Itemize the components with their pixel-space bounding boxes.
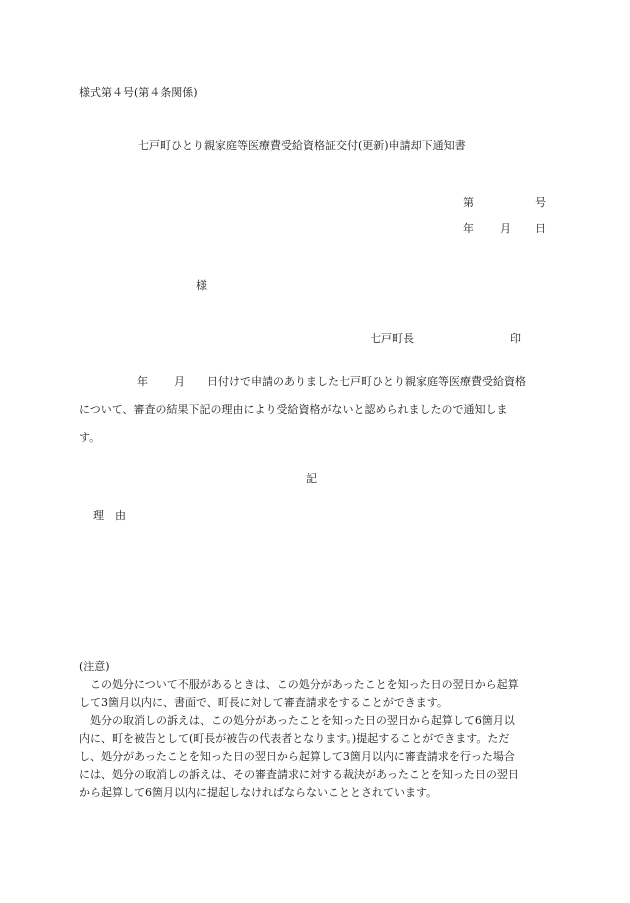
note-line: 処分の取消しの訴えは、この処分があったことを知った日の翌日から起算して6箇月以 bbox=[79, 714, 515, 727]
date-year-label: 年 bbox=[463, 222, 474, 235]
record-heading: 記 bbox=[306, 472, 317, 485]
date-month-label: 月 bbox=[500, 222, 511, 235]
reason-label: 理 由 bbox=[93, 509, 126, 522]
body-year-label: 年 bbox=[137, 375, 148, 388]
notes-title: (注意) bbox=[79, 660, 110, 673]
body-line-2: について、審査の結果下記の理由により受給資格がないと認められましたので通知しま bbox=[79, 403, 508, 416]
note-line: この処分について不服があるときは、この処分があったことを知った日の翌日から起算 bbox=[79, 678, 519, 691]
sender-name: 七戸町長 bbox=[370, 332, 414, 345]
reference-number-suffix: 号 bbox=[535, 196, 546, 209]
body-line-1-text: 日付けで申請のありました七戸町ひとり親家庭等医療費受給資格 bbox=[207, 375, 526, 388]
body-month-label: 月 bbox=[174, 375, 185, 388]
seal-mark: 印 bbox=[510, 332, 521, 345]
reference-number-label: 第 bbox=[463, 196, 474, 209]
note-line: して3箇月以内に、書面で、町長に対して審査請求をすることができます。 bbox=[79, 696, 448, 709]
note-line: から起算して6箇月以内に提起しなければならないこととされています。 bbox=[79, 786, 438, 799]
addressee-honorific: 様 bbox=[196, 279, 207, 292]
date-day-label: 日 bbox=[535, 222, 546, 235]
form-number: 様式第４号(第４条関係) bbox=[79, 86, 198, 99]
note-line: には、処分の取消しの訴えは、その審査請求に対する裁決があったことを知った日の翌日 bbox=[79, 768, 519, 781]
note-line: し、処分があったことを知った日の翌日から起算して3箇月以内に審査請求を行った場合 bbox=[79, 750, 515, 763]
body-line-3: す。 bbox=[79, 431, 101, 444]
document-title: 七戸町ひとり親家庭等医療費受給資格証交付(更新)申請却下通知書 bbox=[138, 139, 466, 152]
note-line: 内に、町を被告として(町長が被告の代表者となります。)提起することができます。ただ bbox=[79, 732, 510, 745]
